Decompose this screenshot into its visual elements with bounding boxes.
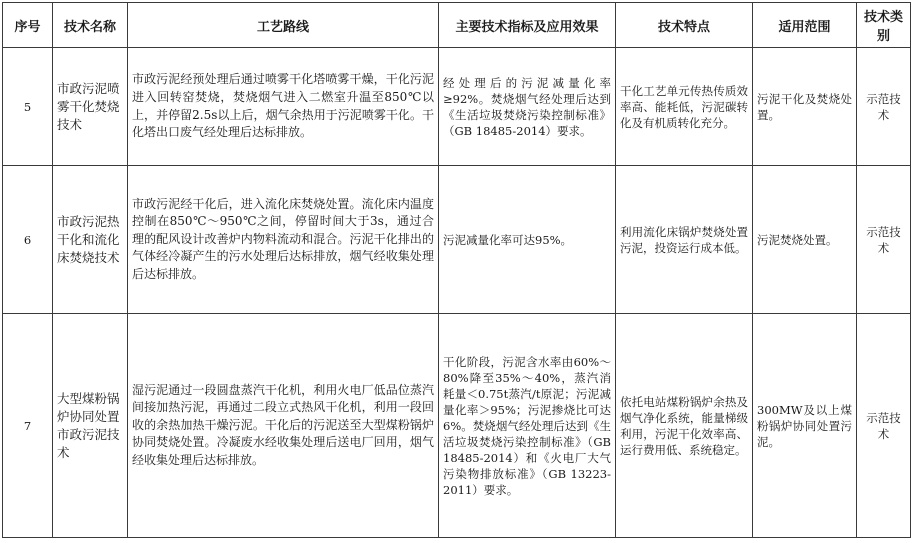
header-row <box>3 3 911 48</box>
technology-table <box>2 2 911 538</box>
row-number: 5 <box>3 48 53 166</box>
process-route: 市政污泥经预处理后通过喷雾干化塔喷雾干燥，干化污泥进入回转窑焚烧，焚烧烟气进入二燃室升温至850℃以上，并停留2.5s以上后，烟气余热用于污泥喷雾干化。干化塔出口废气经处理后达标排放。 <box>128 48 439 166</box>
header-name: 技术名称 <box>53 3 128 48</box>
tech-name: 大型煤粉锅炉协同处置市政污泥技术 <box>53 314 128 538</box>
indicators: 污泥减量化率可达95%。 <box>439 166 616 314</box>
header-features: 技术特点 <box>616 3 753 48</box>
process-route: 市政污泥经干化后，进入流化床焚烧处置。流化床内温度控制在850℃～950℃之间，停留时间大于3s，通过合理的配风设计改善炉内物料流动和混合。污泥干化排出的气体经冷凝产生的污水处理后达标排放，烟气经收集处理后达标排放。 <box>128 166 439 314</box>
scope: 300MW及以上煤粉锅炉协同处置污泥。 <box>753 314 857 538</box>
scope: 污泥焚烧处置。 <box>753 166 857 314</box>
header-indicators: 主要技术指标及应用效果 <box>439 3 616 48</box>
header-no: 序号 <box>3 3 53 48</box>
features: 利用流化床锅炉焚烧处置污泥，投资运行成本低。 <box>616 166 753 314</box>
category: 示范技术 <box>857 48 911 166</box>
row-number: 6 <box>3 166 53 314</box>
features: 依托电站煤粉锅炉余热及烟气净化系统，能量梯级利用，污泥干化效率高、运行费用低、系统稳定。 <box>616 314 753 538</box>
process-route: 湿污泥通过一段圆盘蒸汽干化机，利用火电厂低品位蒸汽间接加热污泥，再通过二段立式热风干化机，利用一段回收的余热加热干燥污泥。干化后的污泥送至大型煤粉锅炉协同焚烧处置。冷凝废水经收集处理后送电厂回用，烟气经收集处理后达标排放。 <box>128 314 439 538</box>
indicators: 经处理后的污泥减量化率≥92%。焚烧烟气经处理后达到《生活垃圾焚烧污染控制标准》（GB 18485-2014）要求。 <box>439 48 616 166</box>
table-row <box>3 48 911 166</box>
header-route: 工艺路线 <box>128 3 439 48</box>
indicators: 干化阶段，污泥含水率由60%～80%降至35%～40%，蒸汽消耗量＜0.75t蒸汽/t原泥；污泥减量化率＞95%；污泥掺烧比可达6%。焚烧烟气经处理后达到《生活垃圾焚烧污染控制标准》（GB 18485-2014）和《火电厂大气污染物排放标准》（GB 13223-2011）要求。 <box>439 314 616 538</box>
row-number: 7 <box>3 314 53 538</box>
header-scope: 适用范围 <box>753 3 857 48</box>
header-category: 技术类别 <box>857 3 911 48</box>
table-row <box>3 166 911 314</box>
category: 示范技术 <box>857 166 911 314</box>
category: 示范技术 <box>857 314 911 538</box>
table-row <box>3 314 911 538</box>
features: 干化工艺单元传热传质效率高、能耗低，污泥碳转化及有机质转化充分。 <box>616 48 753 166</box>
tech-name: 市政污泥喷雾干化焚烧技术 <box>53 48 128 166</box>
tech-name: 市政污泥热干化和流化床焚烧技术 <box>53 166 128 314</box>
scope: 污泥干化及焚烧处置。 <box>753 48 857 166</box>
